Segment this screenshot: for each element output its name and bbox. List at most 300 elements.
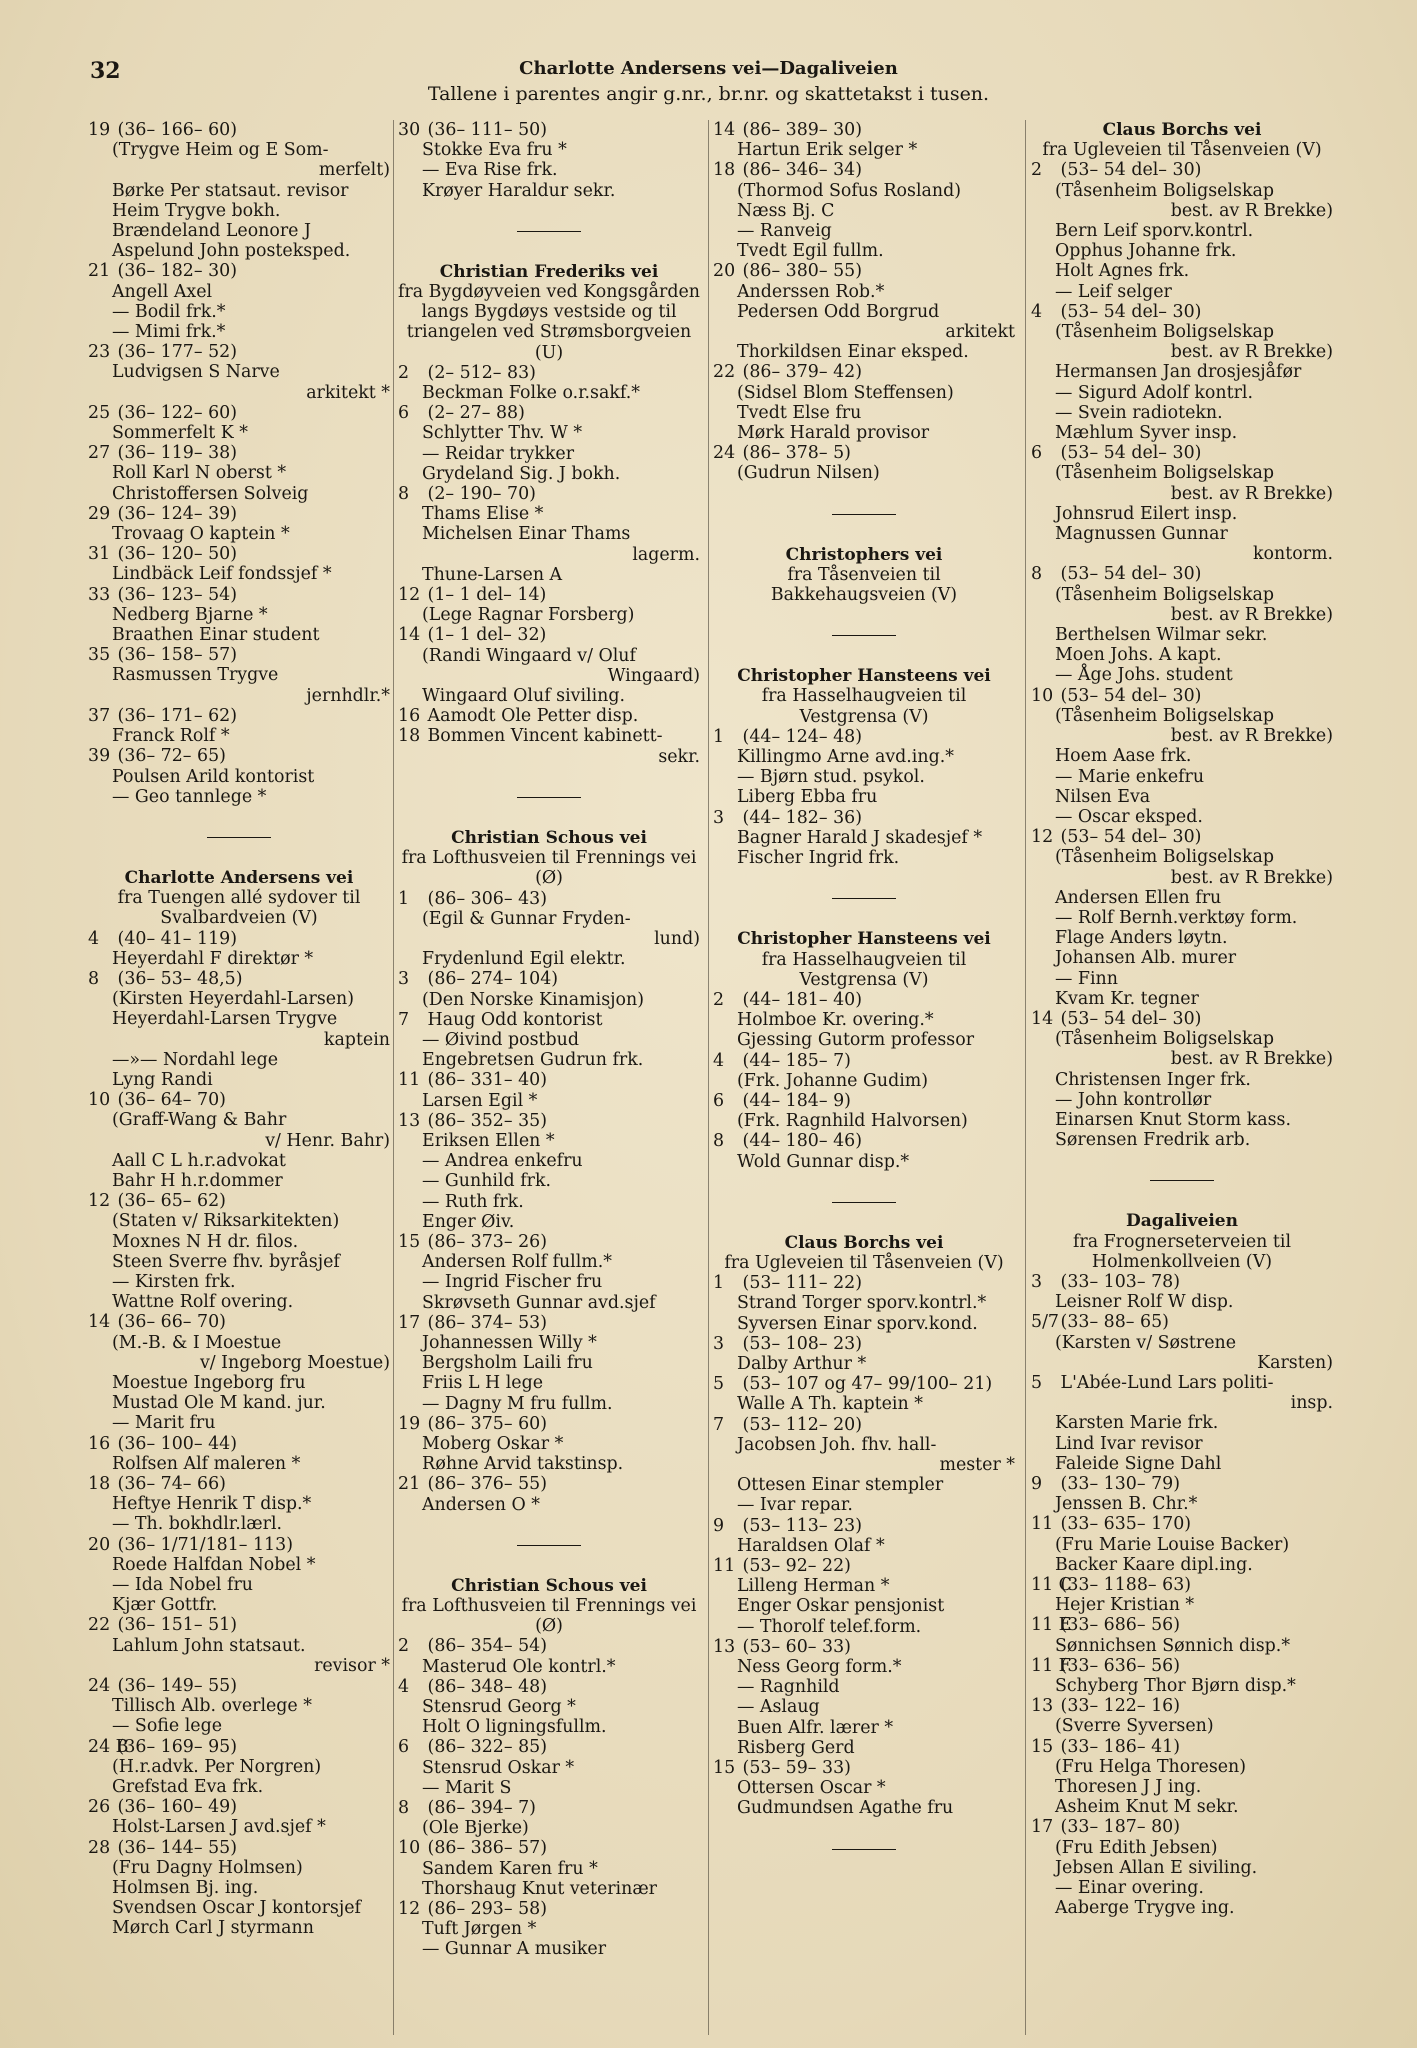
house-entry <box>398 625 700 645</box>
resident-entry: (Staten v/ Riksarkitekten) <box>112 1211 340 1232</box>
resident-entry: (Fru Dagny Holmsen) <box>112 1857 303 1878</box>
house-entry <box>88 403 390 423</box>
resident-entry: Sommerfelt K * <box>112 423 248 444</box>
entry-continuation: insp. <box>1290 1393 1333 1414</box>
house-number: 3 <box>713 807 725 828</box>
property-info: (36– 66– 70) <box>117 1312 226 1333</box>
house-entry <box>1031 1656 1333 1676</box>
house-entry <box>398 1010 700 1030</box>
entry-continuation: arkitekt <box>945 322 1015 343</box>
resident-entry: Bagner Harald J skadesjef * <box>737 827 983 848</box>
resident-entry: (Tåsenheim Boligselskap <box>1055 463 1274 484</box>
resident-entry: Holt Agnes frk. <box>1055 261 1190 282</box>
house-entry <box>398 726 700 746</box>
resident-entry: Opphus Johanne frk. <box>1055 241 1237 262</box>
resident-entry: Eriksen Ellen * <box>422 1130 555 1151</box>
resident-entry: Ludvigsen S Narve <box>112 362 280 383</box>
resident-entry: Holst-Larsen J avd.sjef * <box>112 1817 326 1838</box>
resident-entry: Aaberge Trygve ing. <box>1055 1898 1235 1919</box>
house-number: 10 <box>398 1838 421 1859</box>
property-info: (33– 187– 80) <box>1060 1817 1180 1838</box>
resident-entry: (Sidsel Blom Steffensen) <box>737 382 954 403</box>
house-entry <box>398 1474 700 1494</box>
property-info: (36– 144– 55) <box>117 1837 237 1858</box>
house-entry <box>88 261 390 281</box>
property-info: (44– 124– 48) <box>742 726 862 747</box>
resident-entry: (Ole Bjerke) <box>422 1818 529 1839</box>
columns-container <box>88 120 1338 2035</box>
house-entry <box>713 1374 1015 1394</box>
resident-entry: Johnsrud Eilert insp. <box>1055 503 1238 524</box>
house-entry <box>398 403 700 423</box>
house-entry <box>1031 1474 1333 1494</box>
house-entry <box>1031 1312 1333 1332</box>
street-title: Dagaliveien <box>1126 1211 1238 1232</box>
resident-entry: (M.-B. & I Moestue <box>112 1332 282 1353</box>
house-number: 8 <box>398 484 410 505</box>
resident-entry: (Tåsenheim Boligselskap <box>1055 1029 1274 1050</box>
house-number: 11 E <box>1031 1615 1072 1636</box>
house-number: 24 <box>88 1676 111 1697</box>
section-separator <box>832 898 896 899</box>
house-number: 25 <box>88 402 111 423</box>
house-entry <box>398 1899 700 1919</box>
house-entry <box>713 727 1015 747</box>
street-description: fra Frognerseterveien til Holmenkollveien (V) <box>1072 1231 1292 1272</box>
house-number: 14 <box>398 625 421 646</box>
house-entry <box>713 1415 1015 1435</box>
resident-entry: Thune-Larsen A <box>422 564 563 585</box>
resident-entry: — Sofie lege <box>112 1716 222 1737</box>
resident-entry: Rasmussen Trygve <box>112 665 279 686</box>
house-entry <box>398 1232 700 1252</box>
property-info: (44– 185– 7) <box>742 1050 851 1071</box>
house-entry <box>1031 302 1333 322</box>
resident-entry: Franck Rolf * <box>112 726 230 747</box>
resident-entry: Karsten Marie frk. <box>1055 1413 1219 1434</box>
house-number: 21 <box>88 261 111 282</box>
entry-continuation: lagerm. <box>632 544 700 565</box>
house-entry <box>1031 1696 1333 1716</box>
resident-entry: Thoresen J J ing. <box>1055 1777 1202 1798</box>
resident-entry: — Bjørn stud. psykol. <box>737 767 925 788</box>
house-number: 24 B <box>88 1736 129 1757</box>
house-number: 3 <box>713 1333 725 1354</box>
house-entry <box>1031 1575 1333 1595</box>
house-number: 1 <box>713 1273 725 1294</box>
resident-entry: Trovaag O kaptein * <box>112 524 290 545</box>
resident-entry: Roll Karl N oberst * <box>112 463 287 484</box>
house-number: 9 <box>713 1515 725 1536</box>
property-info: (53– 111– 22) <box>742 1273 862 1294</box>
house-number: 2 <box>398 1636 410 1657</box>
resident-entry: Holt O ligningsfullm. <box>422 1717 607 1738</box>
resident-entry: Aall C L h.r.advokat <box>112 1150 286 1171</box>
resident-entry: (Gudrun Nilsen) <box>737 463 880 484</box>
house-number: 4 <box>1031 301 1043 322</box>
resident-entry: (Tåsenheim Boligselskap <box>1055 322 1274 343</box>
resident-entry: Ness Georg form.* <box>737 1657 902 1677</box>
house-entry <box>713 808 1015 828</box>
resident-entry: Asheim Knut M sekr. <box>1055 1797 1239 1818</box>
property-info: (2– 27– 88) <box>427 403 525 424</box>
house-entry <box>88 1434 390 1454</box>
resident-entry: Pedersen Odd Borgrud <box>737 301 940 322</box>
resident-entry: — Gunnar A musiker <box>422 1939 607 1960</box>
resident-entry: Roede Halfdan Nobel * <box>112 1554 316 1575</box>
header-title: Charlotte Andersens vei—Dagaliveien <box>519 58 898 79</box>
house-entry <box>713 160 1015 180</box>
property-info: (53– 54 del– 30) <box>1060 685 1202 706</box>
property-info: (33– 103– 78) <box>1060 1271 1180 1292</box>
resident-entry: Leisner Rolf W disp. <box>1055 1292 1234 1313</box>
house-entry <box>1031 160 1333 180</box>
property-info: (1– 1 del– 32) <box>427 625 547 646</box>
resident-entry: Børke Per statsaut. revisor <box>112 180 349 201</box>
house-entry <box>88 1676 390 1696</box>
house-number: 22 <box>88 1615 111 1636</box>
resident-entry: Beckman Folke o.r.sakf.* <box>422 383 640 404</box>
house-number: 14 <box>713 120 736 140</box>
resident-entry: Schlytter Thv. W * <box>422 423 583 444</box>
house-number: 14 <box>88 1312 111 1333</box>
street-description: fra Hasselhaugveien til Vestgrensa (V) <box>761 686 967 727</box>
resident-entry: Lind Ivar revisor <box>1055 1433 1203 1454</box>
house-number: 6 <box>1031 443 1043 464</box>
section-separator <box>207 837 271 838</box>
house-entry <box>1031 1737 1333 1757</box>
street-title: Christian Frederiks vei <box>439 261 659 282</box>
resident-entry: Andersen O * <box>422 1494 540 1515</box>
property-info: (36– 149– 55) <box>117 1676 237 1697</box>
house-number: 6 <box>398 403 410 424</box>
entry-continuation: best. av R Brekke) <box>1170 726 1333 747</box>
house-entry <box>1031 1009 1333 1029</box>
column-2 <box>398 120 700 2035</box>
house-entry <box>88 585 390 605</box>
entry-continuation: merfelt) <box>318 160 390 181</box>
street-title: Christopher Hansteens vei <box>737 929 991 950</box>
resident-entry: — Mimi frk.* <box>112 322 226 343</box>
house-number: 2 <box>1031 160 1043 181</box>
resident-entry: Ottersen Oscar * <box>737 1778 886 1799</box>
page-number: 32 <box>90 58 121 84</box>
resident-entry: — Ivar repar. <box>737 1495 853 1516</box>
entry-continuation: best. av R Brekke) <box>1170 483 1333 504</box>
street-description: fra Lofthusveien til Frennings vei (Ø) <box>401 848 697 889</box>
resident-entry: (Tåsenheim Boligselskap <box>1055 180 1274 201</box>
resident-entry: Friis L H lege <box>422 1373 544 1394</box>
house-number: 33 <box>88 584 111 605</box>
property-info: (36– 53– 48,5) <box>117 968 243 989</box>
property-info: (33– 186– 41) <box>1060 1736 1180 1757</box>
resident-entry: Stokke Eva fru * <box>422 140 567 161</box>
resident-entry: Schyberg Thor Bjørn disp.* <box>1055 1676 1296 1697</box>
house-entry <box>398 889 700 909</box>
house-number: 6 <box>398 1737 410 1758</box>
property-info: (33– 88– 65) <box>1060 1312 1169 1333</box>
entry-continuation: jernhdlr.* <box>306 685 390 706</box>
house-entry <box>88 1838 390 1858</box>
house-entry <box>398 1636 700 1656</box>
resident-entry: Fischer Ingrid frk. <box>737 848 900 869</box>
resident-entry: Nilsen Eva <box>1055 786 1151 807</box>
house-number: 11 <box>398 1070 421 1091</box>
resident-entry: Andersen Ellen fru <box>1055 887 1222 908</box>
resident-entry: Bahr H h.r.dommer <box>112 1170 283 1191</box>
resident-entry: — Marit fru <box>112 1413 216 1434</box>
house-entry <box>713 1334 1015 1354</box>
resident-entry: Heyerdahl-Larsen Trygve <box>112 1009 338 1030</box>
property-info: (36– 122– 60) <box>117 402 237 423</box>
resident-entry: — Einar overing. <box>1055 1878 1204 1899</box>
resident-entry: Thorshaug Knut veterinær <box>422 1878 657 1899</box>
resident-entry: Heftye Henrik T disp.* <box>112 1494 312 1515</box>
property-info: (86– 380– 55) <box>742 261 862 282</box>
resident-entry: Steen Sverre fhv. byråsjef <box>112 1251 340 1272</box>
property-info: (86– 386– 57) <box>427 1838 547 1859</box>
house-entry <box>1031 564 1333 584</box>
house-number: 20 <box>713 261 736 282</box>
property-info: (36– 72– 65) <box>117 746 226 767</box>
property-info: (53– 54 del– 30) <box>1060 443 1202 464</box>
resident-entry: Nedberg Bjarne * <box>112 604 268 625</box>
house-number: 9 <box>1031 1474 1043 1494</box>
property-info: (33– 130– 79) <box>1060 1474 1180 1494</box>
resident-entry: Tuft Jørgen * <box>422 1919 537 1940</box>
resident-entry: Bern Leif sporv.kontrl. <box>1055 221 1254 242</box>
column-rule <box>708 120 709 2035</box>
resident-entry: Liberg Ebba fru <box>737 787 878 808</box>
resident-entry: (Tåsenheim Boligselskap <box>1055 847 1274 868</box>
resident-entry: Syversen Einar sporv.kond. <box>737 1313 978 1334</box>
property-info: (86– 389– 30) <box>742 120 862 140</box>
resident-entry: Angell Axel <box>112 281 213 302</box>
column-3 <box>713 120 1015 2035</box>
house-entry <box>1031 1817 1333 1837</box>
resident-entry: — Th. bokhdlr.lærl. <box>112 1514 283 1535</box>
house-number: 12 <box>88 1191 111 1212</box>
property-info: (53– 112– 20) <box>742 1414 862 1435</box>
house-number: 4 <box>398 1676 410 1697</box>
resident-entry: Strand Torger sporv.kontrl.* <box>737 1293 987 1314</box>
entry-continuation: kaptein <box>323 1029 390 1050</box>
section-separator <box>517 231 581 232</box>
property-info: (86– 376– 55) <box>427 1474 547 1495</box>
entry-continuation: best. av R Brekke) <box>1170 342 1333 363</box>
street-description: fra Hasselhaugveien til Vestgrensa (V) <box>761 949 967 990</box>
house-entry <box>88 1474 390 1494</box>
house-entry <box>713 1516 1015 1536</box>
house-entry <box>88 1797 390 1817</box>
house-entry <box>398 1838 700 1858</box>
house-entry <box>88 504 390 524</box>
property-info: (53– 54 del– 30) <box>1060 1008 1202 1029</box>
house-number: 29 <box>88 503 111 524</box>
property-info: (36– 124– 39) <box>117 503 237 524</box>
property-info: (86– 374– 53) <box>427 1312 547 1333</box>
resident-entry: Berthelsen Wilmar sekr. <box>1055 625 1268 646</box>
property-info: (36– 169– 95) <box>117 1736 237 1757</box>
house-number: 18 <box>88 1474 111 1494</box>
house-entry <box>713 1556 1015 1576</box>
street-description: fra Tuengen allé sydover til Svalbardveien (V) <box>117 888 361 929</box>
resident-entry: Heim Trygve bokh. <box>112 200 281 221</box>
section-separator <box>1150 1180 1214 1181</box>
resident-entry: Gudmundsen Agathe fru <box>737 1798 954 1819</box>
property-info: (86– 394– 7) <box>427 1798 536 1819</box>
house-entry <box>398 363 700 383</box>
resident-entry: Christensen Inger frk. <box>1055 1069 1251 1090</box>
resident-entry: Tillisch Alb. overlege * <box>112 1696 312 1717</box>
resident-entry: Flage Anders løytn. <box>1055 928 1228 949</box>
resident-entry: (Thormod Sofus Rosland) <box>737 180 961 201</box>
house-entry <box>713 1051 1015 1071</box>
house-entry <box>398 1313 700 1333</box>
house-entry <box>1031 443 1333 463</box>
house-number: 15 <box>713 1758 736 1779</box>
resident-entry: — Eva Rise frk. <box>422 160 558 181</box>
property-info: (40– 41– 119) <box>117 928 237 949</box>
house-number: 37 <box>88 705 111 726</box>
resident-entry: (H.r.advk. Per Norgren) <box>112 1756 322 1777</box>
house-entry <box>398 969 700 989</box>
page-header <box>0 58 1417 105</box>
resident-entry: Aspelund John posteksped. <box>112 241 351 262</box>
header-subtitle: Tallene i parentes angir g.nr., br.nr. og skattetakst i tusen. <box>427 83 990 105</box>
house-number: 17 <box>398 1312 421 1333</box>
property-info: (2– 190– 70) <box>427 484 536 505</box>
section-separator <box>517 1545 581 1546</box>
house-number: 22 <box>713 362 736 383</box>
property-info: (36– 65– 62) <box>117 1191 226 1212</box>
section-separator <box>832 514 896 515</box>
house-number: 19 <box>88 120 111 140</box>
resident-entry: (Randi Wingaard v/ Oluf <box>422 645 636 666</box>
house-entry <box>88 1090 390 1110</box>
property-info: (86– 322– 85) <box>427 1737 547 1758</box>
house-number: 35 <box>88 645 111 666</box>
resident-entry: — Ingrid Fischer fru <box>422 1272 603 1293</box>
house-entry <box>398 1111 700 1131</box>
house-entry <box>713 261 1015 281</box>
property-info: (36– 111– 50) <box>427 120 547 140</box>
resident-entry: Svendsen Oscar J kontorsjef <box>112 1898 361 1919</box>
street-description: fra Bygdøyveien ved Kongsgården langs Bygdøys vestside og til triangelen ved Strømsborgveien (U) <box>398 282 700 363</box>
house-entry <box>88 342 390 362</box>
resident-entry: Røhne Arvid takstinsp. <box>422 1454 624 1475</box>
section-separator <box>832 1202 896 1203</box>
resident-entry: Heyerdahl F direktør * <box>112 948 314 969</box>
resident-entry: (Karsten v/ Søstrene <box>1055 1332 1236 1353</box>
resident-entry: — John kontrollør <box>1055 1089 1212 1110</box>
resident-entry: — Thorolf telef.form. <box>737 1616 922 1637</box>
property-info: (53– 108– 23) <box>742 1333 862 1354</box>
resident-entry: Mørch Carl J styrmann <box>112 1918 314 1939</box>
house-number: 4 <box>88 928 100 949</box>
property-info: (36– 64– 70) <box>117 1090 226 1111</box>
property-info: (36– 120– 50) <box>117 544 237 565</box>
resident-entry: Mæhlum Syver insp. <box>1055 423 1238 444</box>
entry-continuation: best. av R Brekke) <box>1170 604 1333 625</box>
resident-entry: (Fru Marie Louise Backer) <box>1055 1534 1290 1555</box>
property-info: (53– 54 del– 30) <box>1060 301 1202 322</box>
resident-entry: (Fru Helga Thoresen) <box>1055 1756 1247 1777</box>
house-number: 18 <box>398 726 421 747</box>
house-entry <box>88 1312 390 1332</box>
resident-entry: Jacobsen Joh. fhv. hall- <box>737 1434 937 1455</box>
property-info: (36– 1/71/181– 113) <box>117 1534 293 1555</box>
house-entry <box>1031 686 1333 706</box>
column-4 <box>1031 120 1333 2035</box>
resident-entry: — Reidar trykker <box>422 443 575 464</box>
resident-entry: Stensrud Georg * <box>422 1697 576 1718</box>
entry-continuation: revisor * <box>314 1655 390 1676</box>
resident-entry: (Fru Edith Jebsen) <box>1055 1837 1218 1858</box>
house-number: 16 <box>88 1433 111 1454</box>
entry-continuation: best. av R Brekke) <box>1170 1049 1333 1070</box>
resident-entry: Stensrud Oskar * <box>422 1757 575 1778</box>
entry-continuation: Karsten) <box>1257 1352 1333 1373</box>
resident-entry: Magnussen Gunnar <box>1055 524 1228 545</box>
house-entry <box>88 645 390 665</box>
house-number: 30 <box>398 120 421 140</box>
resident-entry: Moen Johs. A kapt. <box>1055 645 1222 666</box>
house-number: 11 <box>1031 1514 1054 1535</box>
house-number: 5/7 <box>1031 1312 1059 1333</box>
resident-entry: Kjær Gottfr. <box>112 1595 218 1616</box>
entry-continuation: mester * <box>939 1454 1015 1475</box>
house-number: 10 <box>1031 685 1054 706</box>
section-separator <box>517 797 581 798</box>
street-title: Christian Schous vei <box>451 827 647 848</box>
house-entry <box>398 1070 700 1090</box>
resident-entry: Larsen Egil * <box>422 1090 538 1111</box>
property-info: (36– 160– 49) <box>117 1797 237 1818</box>
house-entry <box>1031 1514 1333 1534</box>
property-info: (33– 1188– 63) <box>1060 1575 1192 1596</box>
house-number: 39 <box>88 746 111 767</box>
house-number: 8 <box>398 1798 410 1819</box>
resident-entry: Sønnichsen Sønnich disp.* <box>1055 1635 1291 1656</box>
house-number: 17 <box>1031 1817 1054 1838</box>
house-number: 16 <box>398 706 421 727</box>
resident-entry: Lindbäck Leif fondssjef * <box>112 564 332 585</box>
house-number: 5 <box>1031 1372 1043 1393</box>
property-info: (2– 512– 83) <box>427 362 536 383</box>
house-number: 27 <box>88 443 111 464</box>
resident-entry: — Bodil frk.* <box>112 301 226 322</box>
entry-continuation: best. av R Brekke) <box>1170 867 1333 888</box>
house-number: 3 <box>1031 1271 1043 1292</box>
property-info: (36– 74– 66) <box>117 1474 226 1494</box>
house-number: 5 <box>713 1374 725 1395</box>
house-number: 8 <box>1031 564 1043 585</box>
section-separator <box>832 635 896 636</box>
property-info: (53– 113– 23) <box>742 1515 862 1536</box>
house-number: 12 <box>398 1899 421 1920</box>
house-number: 1 <box>398 888 410 909</box>
resident-entry: Moxnes N H dr. filos. <box>112 1231 299 1252</box>
house-number: 15 <box>398 1231 421 1252</box>
resident-entry: Ottesen Einar stempler <box>737 1475 944 1496</box>
property-info: (86– 306– 43) <box>427 888 547 909</box>
resident-entry: Buen Alfr. lærer * <box>737 1717 894 1738</box>
resident-entry: Mustad Ole M kand. jur. <box>112 1393 326 1414</box>
resident-entry: — Rolf Bernh.verktøy form. <box>1055 907 1298 928</box>
property-info: (86– 331– 40) <box>427 1070 547 1091</box>
property-info: (53– 54 del– 30) <box>1060 827 1202 848</box>
